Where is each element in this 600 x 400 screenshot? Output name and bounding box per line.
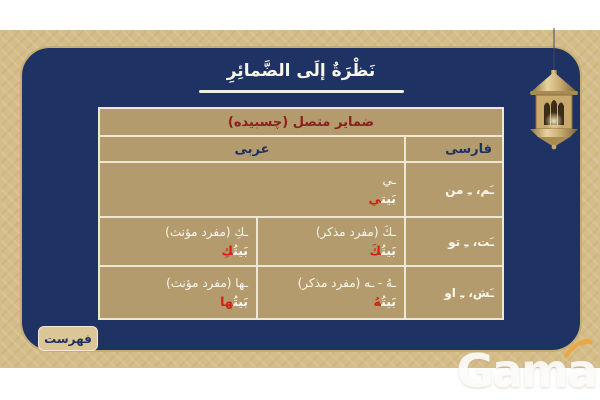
example-word: [220, 292, 248, 311]
example-suffix-highlight: ‍ها: [220, 294, 234, 310]
arabic-cell-his-masculine: [258, 267, 404, 318]
persian-cell-your: ـَت، ـِ تو: [406, 218, 502, 265]
example-base: بَيت‍: [381, 191, 396, 207]
page-title: نَظْرَةٌ إلَى الضَّمائِرِ: [226, 61, 376, 81]
persian-cell-his: ـَش، ـِ او: [406, 267, 502, 318]
arabic-cell-your-feminine: [100, 218, 256, 265]
index-button[interactable]: فهرست: [38, 326, 98, 351]
column-header-arabic: عربی: [100, 137, 404, 161]
arabic-cell-my: [100, 163, 404, 216]
example-suffix-highlight: ‍كَ: [369, 243, 382, 259]
example-word: [374, 292, 397, 311]
example-suffix-highlight: ‍ي: [368, 191, 382, 207]
example-suffix-highlight: ‍كِ: [221, 243, 234, 259]
table-header-connected-pronouns: ضمایر متصل (چسبیده): [100, 109, 502, 135]
example-suffix-highlight: ‍هُ: [373, 294, 382, 310]
suffix-line: ـي: [382, 172, 396, 187]
lantern-icon: [524, 28, 584, 150]
brand-watermark: Gama: [456, 344, 596, 398]
suffix-line: ـكَ (مفرد مذکر): [315, 224, 396, 239]
example-base: بَيتُ‍: [233, 294, 248, 310]
persian-cell-my: ـَم، ـِ من: [406, 163, 502, 216]
example-word: [369, 241, 396, 260]
title-block: [20, 58, 582, 93]
arabic-cell-your-masculine: [258, 218, 404, 265]
title-underline: [199, 90, 404, 93]
suffix-line: ـكِ (مفرد مؤنث): [165, 224, 248, 239]
pronouns-table: [98, 107, 504, 320]
example-base: بَيتُ‍: [233, 243, 248, 259]
example-word: [221, 241, 248, 260]
example-base: بَيتُ‍: [381, 294, 396, 310]
column-header-persian: فارسی: [406, 137, 502, 161]
suffix-line: ـهُ - ـه (مفرد مذکر): [297, 275, 396, 290]
suffix-line: ـها (مفرد مؤنث): [166, 275, 248, 290]
arabic-cell-her-feminine: [100, 267, 256, 318]
example-base: بَيتُ‍: [381, 243, 396, 259]
example-word: [368, 189, 396, 208]
